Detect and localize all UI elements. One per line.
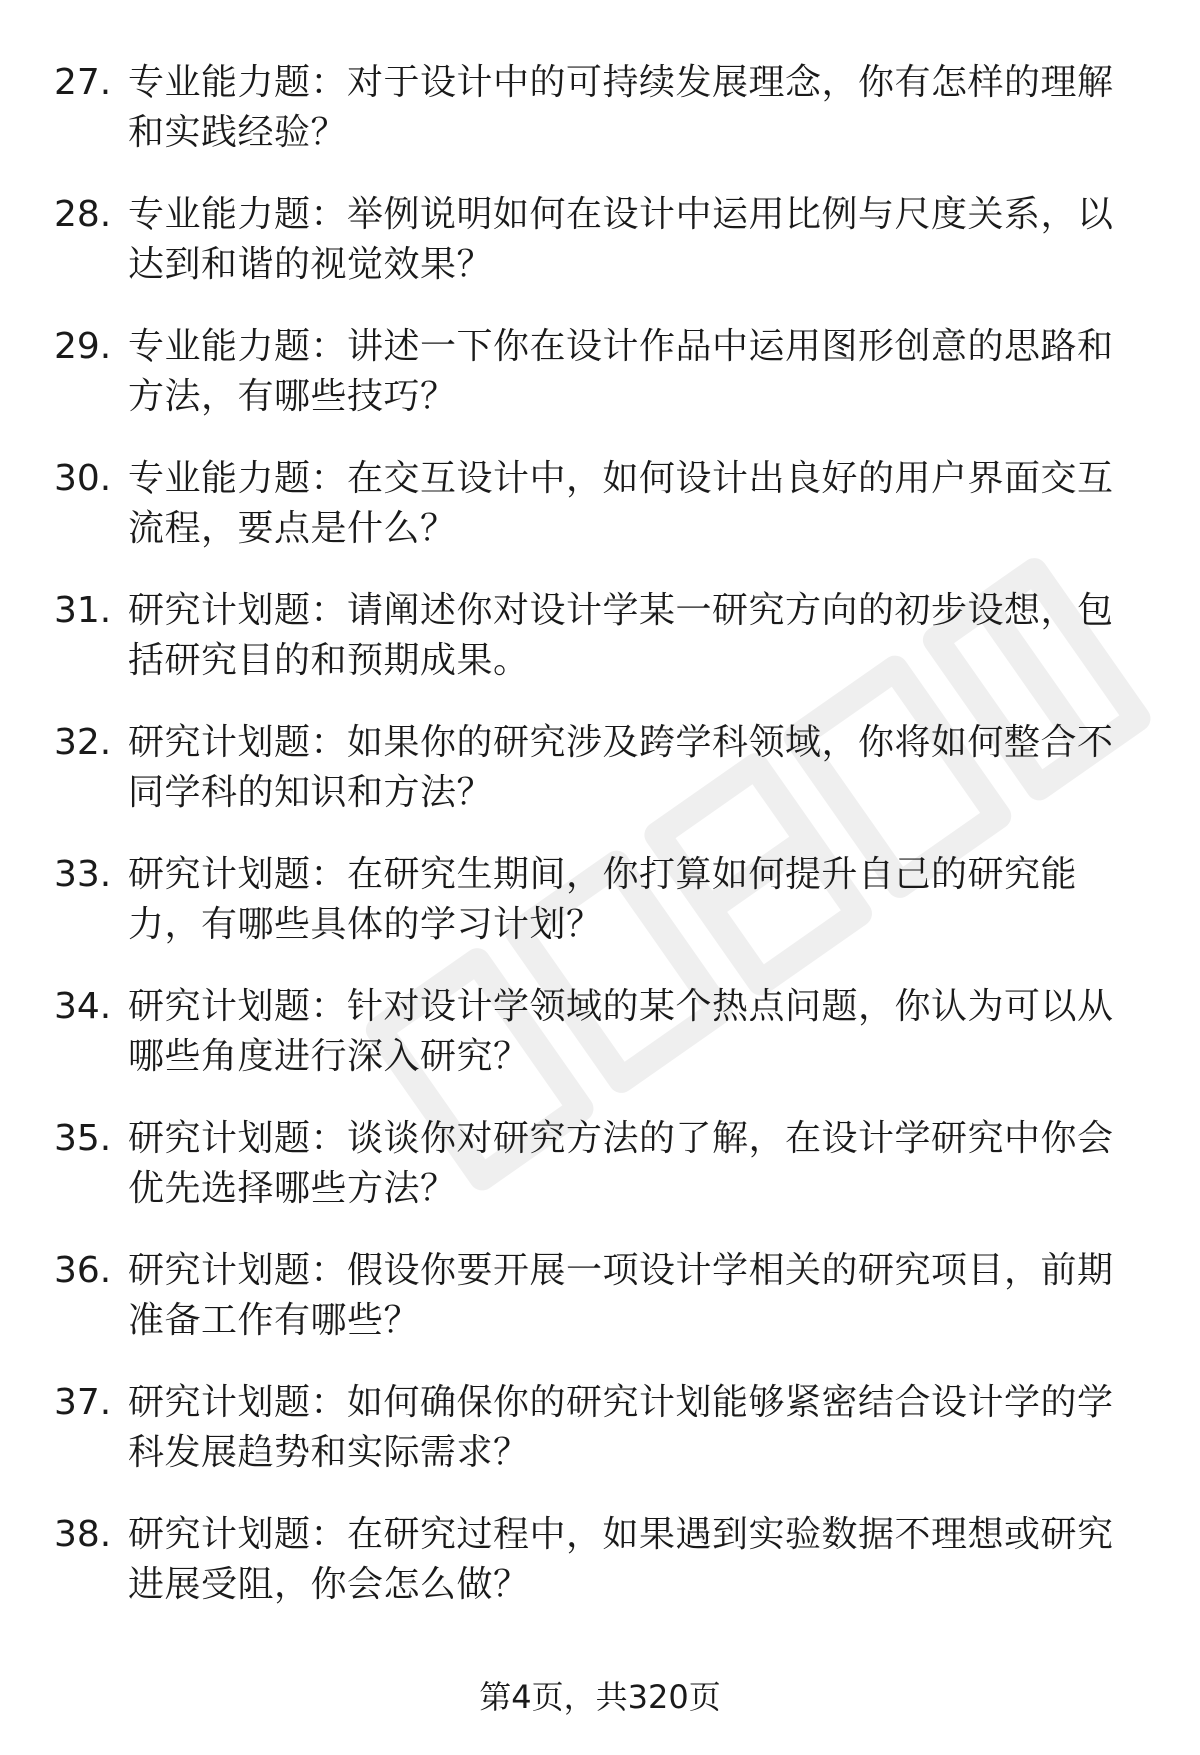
- question-item: [0, 982, 1200, 1114]
- question-item: [0, 1510, 1200, 1642]
- question-text: 研究计划题：针对设计学领域的某个热点问题，你认为可以从哪些角度进行深入研究？: [128, 986, 1114, 1077]
- question-number: 38.: [54, 1514, 112, 1555]
- question-number: 28.: [54, 194, 112, 235]
- question-number: 30.: [54, 458, 112, 499]
- question-text: 专业能力题：对于设计中的可持续发展理念，你有怎样的理解和实践经验？: [128, 62, 1114, 153]
- question-text: 研究计划题：请阐述你对设计学某一研究方向的初步设想，包括研究目的和预期成果。: [128, 590, 1114, 681]
- question-text: 研究计划题：假设你要开展一项设计学相关的研究项目，前期准备工作有哪些？: [128, 1250, 1114, 1341]
- question-text: 研究计划题：如何确保你的研究计划能够紧密结合设计学的学科发展趋势和实际需求？: [128, 1382, 1114, 1473]
- question-text: 专业能力题：讲述一下你在设计作品中运用图形创意的思路和方法，有哪些技巧？: [128, 326, 1114, 417]
- question-number: 27.: [54, 62, 112, 103]
- question-number: 35.: [54, 1118, 112, 1159]
- question-text: 研究计划题：谈谈你对研究方法的了解，在设计学研究中你会优先选择哪些方法？: [128, 1118, 1114, 1209]
- question-list: [0, 58, 1200, 1642]
- question-item: [0, 322, 1200, 454]
- question-number: 29.: [54, 326, 112, 367]
- question-text: 研究计划题：在研究生期间，你打算如何提升自己的研究能力，有哪些具体的学习计划？: [128, 854, 1078, 945]
- question-item: [0, 850, 1200, 982]
- page-footer: 第4页，共320页: [479, 1678, 721, 1716]
- question-number: 34.: [54, 986, 112, 1027]
- question-item: [0, 454, 1200, 586]
- question-text: 专业能力题：在交互设计中，如何设计出良好的用户界面交互流程，要点是什么？: [128, 458, 1114, 549]
- question-item: [0, 1378, 1200, 1510]
- question-text: 研究计划题：如果你的研究涉及跨学科领域，你将如何整合不同学科的知识和方法？: [128, 722, 1114, 813]
- question-number: 37.: [54, 1382, 112, 1423]
- question-text: 专业能力题：举例说明如何在设计中运用比例与尺度关系，以达到和谐的视觉效果？: [128, 194, 1114, 285]
- question-item: [0, 586, 1200, 718]
- question-item: [0, 718, 1200, 850]
- question-number: 36.: [54, 1250, 112, 1291]
- question-item: [0, 1114, 1200, 1246]
- question-item: [0, 1246, 1200, 1378]
- question-number: 32.: [54, 722, 112, 763]
- question-number: 33.: [54, 854, 112, 895]
- question-number: 31.: [54, 590, 112, 631]
- question-item: [0, 190, 1200, 322]
- question-text: 研究计划题：在研究过程中，如果遇到实验数据不理想或研究进展受阻，你会怎么做？: [128, 1514, 1114, 1605]
- question-item: [0, 58, 1200, 190]
